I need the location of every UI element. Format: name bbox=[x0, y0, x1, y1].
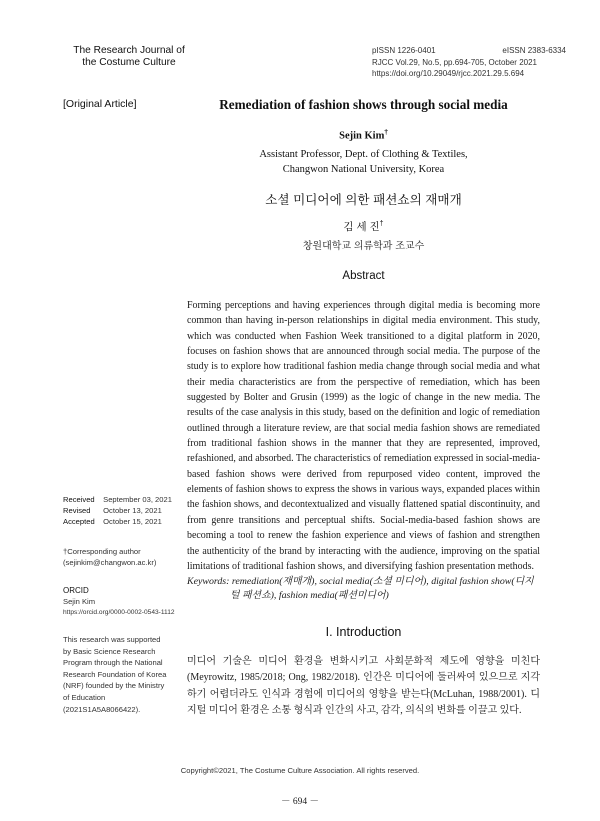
received-label: Received bbox=[63, 495, 95, 504]
funding-line: by Basic Science Research bbox=[63, 646, 156, 656]
corresponding-mark-korean: † bbox=[379, 220, 384, 228]
orcid-heading: ORCID bbox=[63, 586, 89, 595]
funding-line: (2021S1A5A8066422). bbox=[63, 704, 141, 714]
paper-title-korean: 소셜 미디어에 의한 패션쇼의 재매개 bbox=[265, 193, 462, 207]
journal-name bbox=[64, 45, 194, 69]
keywords-line1: Keywords: remediation(재매개), social media(소셜 미디어), digital fashion show(디지 bbox=[187, 576, 534, 587]
keywords-line2: 털 패션쇼), fashion media(패션미디어) bbox=[230, 590, 389, 601]
publication-meta bbox=[372, 45, 566, 80]
article-history bbox=[63, 494, 183, 528]
affiliation-english-line2: Changwon National University, Korea bbox=[282, 164, 445, 175]
affiliation-english bbox=[187, 147, 540, 177]
author-english bbox=[187, 128, 540, 142]
affiliation-english-line1: Assistant Professor, Dept. of Clothing & Textiles, bbox=[259, 149, 468, 160]
journal-name-line2: the Costume Culture bbox=[82, 57, 176, 68]
funding-line: This research was supported bbox=[63, 635, 161, 644]
orcid-block bbox=[63, 585, 183, 619]
page-number: － 694 － bbox=[280, 797, 319, 807]
abstract-heading: Abstract bbox=[342, 270, 385, 282]
keywords bbox=[187, 575, 540, 603]
corresponding-email[interactable]: (sejinkim@changwon.ac.kr) bbox=[63, 558, 157, 568]
corresponding-author bbox=[63, 546, 183, 568]
affiliation-korean: 창원대학교 의류학과 조교수 bbox=[302, 241, 425, 252]
author-korean bbox=[187, 219, 540, 234]
revised-date: October 13, 2021 bbox=[103, 506, 162, 516]
accepted-label: Accepted bbox=[63, 517, 95, 527]
orcid-link[interactable]: https://orcid.org/0000-0002-0543-1112 bbox=[63, 609, 175, 617]
copyright-notice: Copyright©2021, The Costume Culture Association. All rights reserved. bbox=[180, 766, 420, 775]
revised-label: Revised bbox=[63, 506, 91, 516]
introduction-body: 미디어 기술은 미디어 환경을 변화시키고 사회문화적 제도에 영향을 미친다(Meyrowitz, 1985/2018; Ong, 1982/2018). 인간은 미디어에 둘러싸여 있으므로 지각하기 어렵더라도 인식과 경험에 미디어의 영향을 받는다(McLuhan, 1988/2001). 디지털 미디어 환경은 소통 형식과 인간의 사고, 감각, 의식의 변화를 이끌고 있다. bbox=[187, 656, 540, 716]
journal-name-line1: The Research Journal of bbox=[73, 45, 185, 56]
funding-note bbox=[63, 634, 183, 715]
author-name-korean: 김 세 진 bbox=[343, 221, 380, 233]
introduction-heading: I. Introduction bbox=[325, 625, 402, 639]
funding-line: Program through the National bbox=[63, 658, 163, 668]
funding-line: of Education bbox=[63, 692, 106, 702]
received-date: September 03, 2021 bbox=[103, 495, 172, 504]
doi-link[interactable]: https://doi.org/10.29049/rjcc.2021.29.5.694 bbox=[372, 69, 525, 78]
funding-line: (NRF) founded by the Ministry bbox=[63, 681, 165, 691]
corresponding-label: Corresponding author bbox=[67, 547, 141, 556]
author-name-english: Sejin Kim bbox=[339, 130, 385, 142]
dagger-mark: † bbox=[63, 547, 68, 556]
accepted-date: October 15, 2021 bbox=[103, 517, 162, 527]
citation: RJCC Vol.29, No.5, pp.694-705, October 2021 bbox=[372, 57, 537, 67]
article-type: [Original Article] bbox=[63, 98, 137, 110]
pissn: pISSN 1226-0401 bbox=[372, 46, 436, 55]
corresponding-mark: † bbox=[384, 128, 388, 136]
funding-line: Research Foundation of Korea bbox=[63, 669, 167, 679]
eissn: eISSN 2383-6334 bbox=[502, 46, 566, 55]
paper-title-english: Remediation of fashion shows through social media bbox=[219, 97, 508, 112]
abstract-body: Forming perceptions and having experiences through digital media is becoming more common than having in-person relationships in digital media environment. This study, which was conducted when Fashion Week transitioned to a digital platform in 2020, focuses on fashion shows that are announced through social media. The purpose of the study is to explore how traditional fashion media change through social media and what their media characteristics are from the perspective of remediation, which has been suggested by Bolter and Grusin (1999) as the logic of change in the new media. The results of the case analysis in this study, based on the definition and logic of remediation outlined through a literature review, are that social media fashion shows are remediated from traditional fashion shows in the manner that they are represented, improved, refashioned, and absorbed. The characteristics of remediation expressed in social-media-based fashion shows were derived from repurposed video content, improved the elements of fashion shows to express the shows in various ways, expanded places within the fashion shows, and decontextualized and visually flattened spatial discontinuity, and from genre transitions and perceptual shifts. Social-media-based fashion shows are becoming a tool to renew the fashion experience and views of fashion and strengthen the authenticity of the brand by interacting with the audience, improving on the spatial limitations of traditional fashion shows, and diversifying fashion presentation methods. bbox=[187, 300, 540, 572]
orcid-name: Sejin Kim bbox=[63, 597, 96, 607]
